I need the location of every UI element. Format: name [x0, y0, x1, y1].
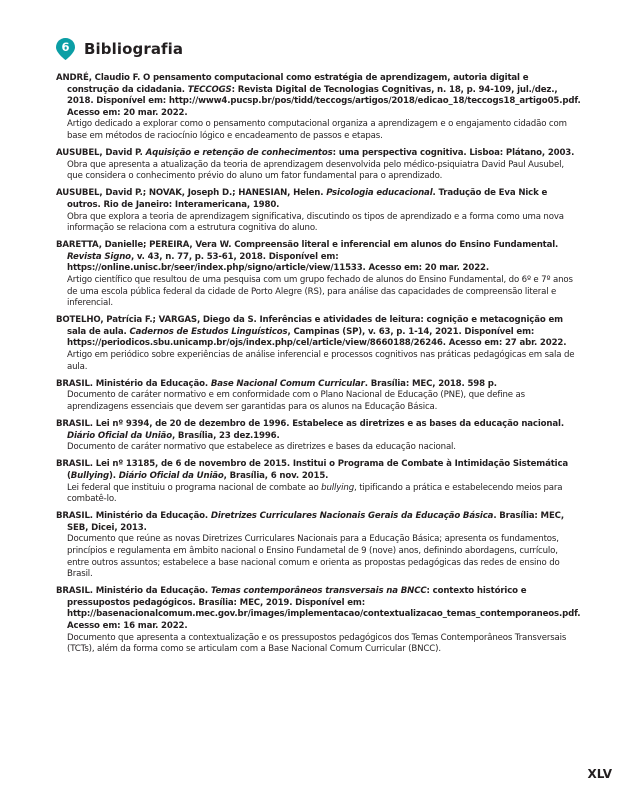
reference-citation — [56, 73, 581, 119]
citation-italic-text: Bullying — [70, 470, 109, 481]
citation-text: , Campinas (SP), v. 63, p. 1-14, 2021. Disponível em: https://periodicos.sbu.unicamp.br/ojs/index.php/cel/article/view/8660188/26246. Acesso em: 27 abr. 2022. — [67, 326, 567, 349]
reference-item — [56, 379, 581, 414]
citation-text: BRASIL. Ministério da Educação. — [56, 378, 211, 389]
reference-annotation: Obra que explora a teoria de aprendizagem significativa, discutindo os tipos de aprendizado e a forma como uma nova informação se relaciona com a estrutura cognitiva do aluno. — [67, 211, 564, 234]
section-title: Bibliografia — [84, 40, 184, 58]
section-number-badge — [56, 38, 75, 60]
page-number: XLV — [587, 767, 612, 781]
reference-annotation: Obra que apresenta a atualização da teoria de aprendizagem desenvolvida pelo médico-psiquiatra David Paul Ausubel, que considera o conhecimento prévio do aluno um fator fundamental para o aprendizado. — [67, 159, 564, 182]
annotation-text: Lei federal que instituiu o programa nacional de combate ao — [67, 482, 322, 493]
citation-italic-text: Revista Signo — [67, 251, 131, 262]
citation-italic-text: Diário Oficial da União — [67, 430, 172, 441]
citation-text: : uma perspectiva cognitiva. Lisboa: Plátano, 2003. — [332, 148, 575, 159]
citation-text: , v. 43, n. 77, p. 53-61, 2018. Disponível em: https://online.unisc.br/seer/index.php/signo/article/view/11533. Acesso em: 20 mar. 2022. — [67, 251, 489, 274]
section-header — [56, 38, 183, 60]
citation-text: ). — [108, 470, 119, 481]
reference-item — [56, 511, 581, 581]
citation-italic-text: Temas contemporâneos transversais na BNCC — [210, 586, 427, 597]
reference-annotation — [56, 483, 581, 506]
citation-italic-text: Diário Oficial da União — [118, 470, 224, 481]
reference-list — [56, 73, 581, 661]
citation-italic-text: TECCOGS — [187, 84, 232, 95]
reference-citation — [56, 315, 581, 350]
citation-text: BRASIL. Ministério da Educação. — [56, 511, 211, 522]
reference-annotation: Documento que reúne as novas Diretrizes Curriculares Nacionais para a Educação Básica; apresenta os fundamentos, princípios e regulamenta em âmbito nacional o Ensino Fundametal de 9 (nove) anos, definindo abordagens, currículo, entre outros assuntos; estabelece a base nacional comum e orienta as propostas pedagógicas das redes de ensino do Brasil. — [67, 534, 560, 580]
citation-text: BRASIL. Lei nº 9394, de 20 de dezembro de 1996. Estabelece as diretrizes e as bases da educação nacional. — [56, 419, 564, 430]
citation-text: : contexto histórico e pressupostos pedagógicos. Brasília: MEC, 2019. Disponível em: http://basenacionalcomum.mec.gov.br/images/implementacao/contextualizacao_temas_contemporaneos.pdf. Acesso em: 16 mar. 2022. — [67, 586, 581, 632]
reference-annotation: Documento de caráter normativo que estabelece as diretrizes e bases da educação nacional. — [67, 442, 456, 453]
citation-text: . Brasília: MEC, SEB, Dicei, 2013. — [67, 511, 564, 533]
reference-item — [56, 315, 581, 373]
reference-item — [56, 419, 581, 454]
reference-annotation: Documento de caráter normativo e em conformidade com o Plano Nacional de Educação (PNE), que define as aprendizagens essenciais que devem ser garantidas para os alunos na Educação Básica. — [67, 390, 525, 412]
citation-text: BRASIL. Lei nº 13185, de 6 de novembro de 2015. Institui o Programa de Combate à Intimidação Sistemática ( — [56, 459, 569, 481]
citation-text: , Brasília, 23 dez.1996. — [171, 430, 280, 441]
citation-text: AUSUBEL, David P. — [56, 148, 146, 159]
reference-annotation: Documento que apresenta a contextualização e os pressupostos pedagógicos dos Temas Contemporâneos Transversais (TCTs), além da forma como se articulam com a Base Nacional Comum Curricular (BNCC). — [67, 632, 567, 655]
reference-annotation: Artigo em periódico sobre experiências de análise inferencial e processos cognitivos nas práticas pedagógicas em sala de aula. — [67, 350, 575, 372]
citation-text: BOTELHO, Patrícia F.; VARGAS, Diego da S. Inferências e atividades de leitura: cognição e metacognição em sala de aula. — [56, 315, 563, 337]
annotation-text: , tipificando a prática e estabelecendo meios para combatê-lo. — [67, 482, 563, 505]
reference-item — [56, 188, 581, 234]
citation-text: BARETTA, Danielle; PEREIRA, Vera W. Compreensão literal e inferencial em alunos do Ensino Fundamental. — [56, 240, 559, 251]
reference-citation — [56, 459, 581, 482]
reference-annotation: Artigo científico que resultou de uma pesquisa com um grupo fechado de alunos do Ensino Fundamental, do 6º e 7º anos de uma escola pública federal da cidade de Porto Alegre (RS), para análise das capacidades de compreensão literal e inferencial. — [67, 275, 573, 309]
reference-item — [56, 148, 581, 183]
citation-italic-text: Base Nacional Comum Curricular — [210, 378, 365, 389]
section-number: 6 — [61, 40, 70, 54]
reference-annotation: Artigo dedicado a explorar como o pensamento computacional organiza a aprendizagem e o engajamento cidadão com base em métodos de raciocínio lógico e encadeamento de passos e etapas. — [67, 119, 567, 141]
annotation-italic-text: bullying — [321, 482, 355, 493]
reference-citation — [56, 240, 581, 275]
reference-citation — [56, 419, 581, 442]
citation-text: . Tradução de Eva Nick e outros. Rio de Janeiro: Interamericana, 1980. — [67, 188, 548, 210]
citation-text: BRASIL. Ministério da Educação. — [56, 586, 211, 597]
reference-item — [56, 240, 581, 310]
reference-citation — [56, 511, 581, 534]
reference-citation — [56, 379, 581, 391]
citation-text: , Brasília, 6 nov. 2015. — [223, 470, 329, 481]
reference-citation — [56, 148, 581, 160]
citation-text: ANDRÉ, Claudio F. O pensamento computacional como estratégia de aprendizagem, autoria digital e construção da cidadania. — [56, 73, 529, 95]
citation-text: . Brasília: MEC, 2018. 598 p. — [364, 378, 497, 389]
reference-item — [56, 459, 581, 505]
citation-italic-text: Aquisição e retenção de conhecimentos — [145, 148, 333, 159]
reference-item — [56, 73, 581, 143]
citation-text: : Revista Digital de Tecnologias Cognitivas, n. 18, p. 94-109, jul./dez., 2018. Disponível em: http://www4.pucsp.br/pos/tidd/teccogs/artigos/2018/edicao_18/teccogs18_artigo05.pdf. Acesso em: 20 mar. 2022. — [67, 84, 581, 118]
citation-italic-text: Diretrizes Curriculares Nacionais Gerais da Educação Básica — [210, 511, 494, 522]
reference-citation — [56, 188, 581, 211]
citation-text: AUSUBEL, David P.; NOVAK, Joseph D.; HANESIAN, Helen. — [56, 188, 327, 199]
reference-item — [56, 586, 581, 656]
citation-italic-text: Cadernos de Estudos Linguísticos — [129, 326, 288, 337]
reference-citation — [56, 586, 581, 632]
citation-italic-text: Psicologia educacional — [326, 188, 433, 199]
